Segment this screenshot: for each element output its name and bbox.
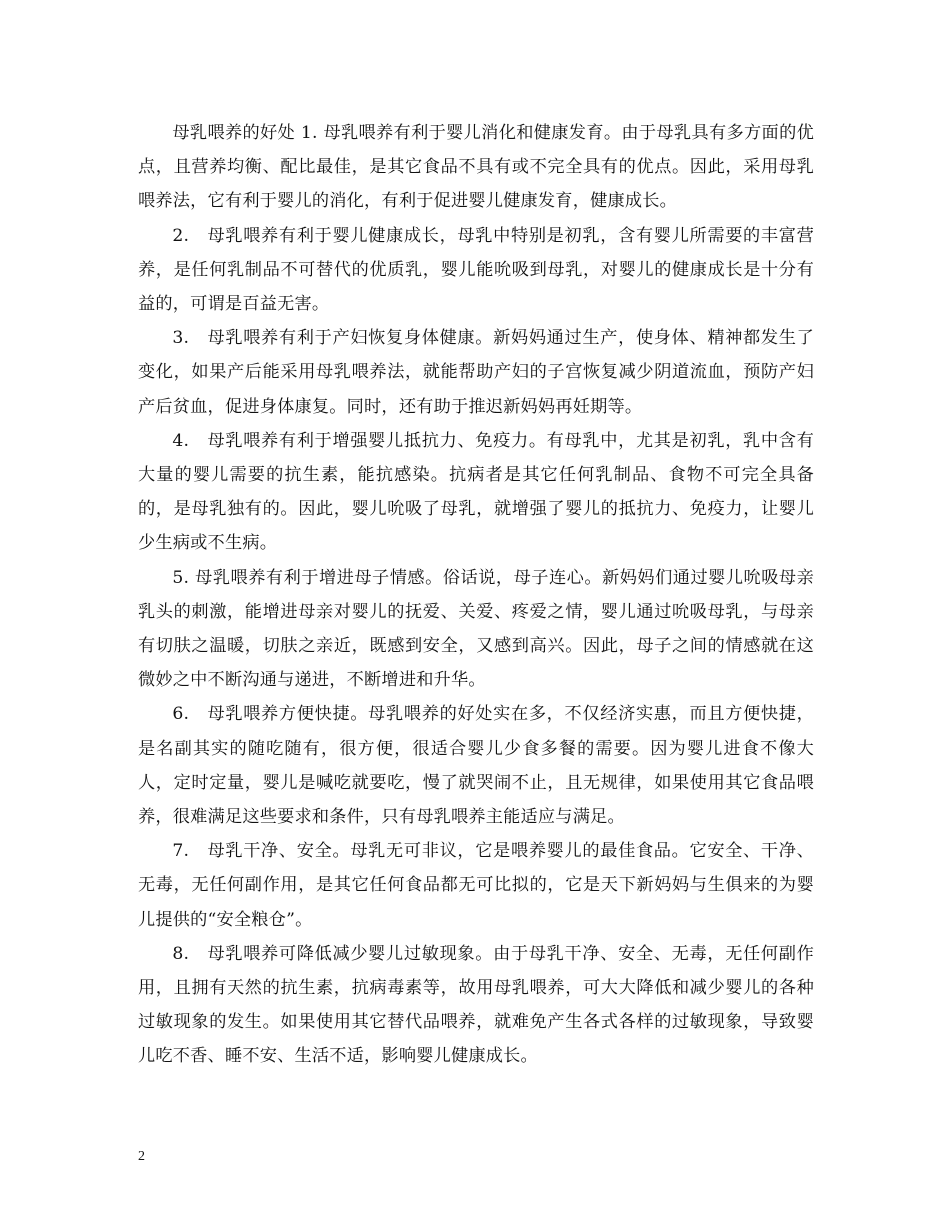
paragraph-6: 6. 母乳喂养方便快捷。母乳喂养的好处实在多，不仅经济实惠，而且方便快捷，是名副其实的随吃随有，很方便，很适合婴儿少食多餐的需要。因为婴儿进食不像大人，定时定量，婴儿是喊吃就要吃，慢了就哭闹不止，且无规律，如果使用其它食品喂养，很难满足这些要求和条件，只有母乳喂养主能适应与满足。: [138, 704, 814, 828]
paragraph-8: 8. 母乳喂养可降低减少婴儿过敏现象。由于母乳干净、安全、无毒，无任何副作用，且拥有天然的抗生素，抗病毒素等，故用母乳喂养，可大大降低和减少婴儿的各种过敏现象的发生。如果使用其它替代品喂养，就难免产生各式各样的过敏现象，导致婴儿吃不香、睡不安、生活不适，影响婴儿健康成长。: [138, 943, 814, 1067]
document-body: [138, 116, 814, 1074]
paragraph-2: 2. 母乳喂养有利于婴儿健康成长，母乳中特别是初乳，含有婴儿所需要的丰富营养，是任何乳制品不可替代的优质乳，婴儿能吮吸到母乳，对婴儿的健康成长是十分有益的，可谓是百益无害。: [138, 225, 814, 315]
page-number: 2: [138, 1149, 145, 1164]
paragraph-5: 5. 母乳喂养有利于增进母子情感。俗话说，母子连心。新妈妈们通过婴儿吮吸母亲乳头的刺激，能增进母亲对婴儿的抚爱、关爱、疼爱之情，婴儿通过吮吸母乳，与母亲有切肤之温暖，切肤之亲近，既感到安全，又感到高兴。因此，母子之间的情感就在这微妙之中不断沟通与递进，不断增进和升华。: [138, 567, 814, 691]
paragraph-7: 7. 母乳干净、安全。母乳无可非议，它是喂养婴儿的最佳食品。它安全、干净、无毒，无任何副作用，是其它任何食品都无可比拟的，它是天下新妈妈与生俱来的为婴儿提供的“安全粮仓”。: [138, 841, 814, 930]
paragraph-1: 母乳喂养的好处 1. 母乳喂养有利于婴儿消化和健康发育。由于母乳具有多方面的优点，且营养均衡、配比最佳，是其它食品不具有或不完全具有的优点。因此，采用母乳喂养法，它有利于婴儿的消化，有利于促进婴儿健康发育，健康成长。: [138, 123, 814, 212]
paragraph-3: 3. 母乳喂养有利于产妇恢复身体健康。新妈妈通过生产，使身体、精神都发生了变化，如果产后能采用母乳喂养法，就能帮助产妇的子宫恢复减少阴道流血，预防产妇产后贫血，促进身体康复。同时，还有助于推迟新妈妈再妊期等。: [138, 328, 814, 417]
paragraph-4: 4. 母乳喂养有利于增强婴儿抵抗力、免疫力。有母乳中，尤其是初乳，乳中含有大量的婴儿需要的抗生素，能抗感染。抗病者是其它任何乳制品、食物不可完全具备的，是母乳独有的。因此，婴儿吮吸了母乳，就增强了婴儿的抵抗力、免疫力，让婴儿少生病或不生病。: [138, 430, 814, 554]
